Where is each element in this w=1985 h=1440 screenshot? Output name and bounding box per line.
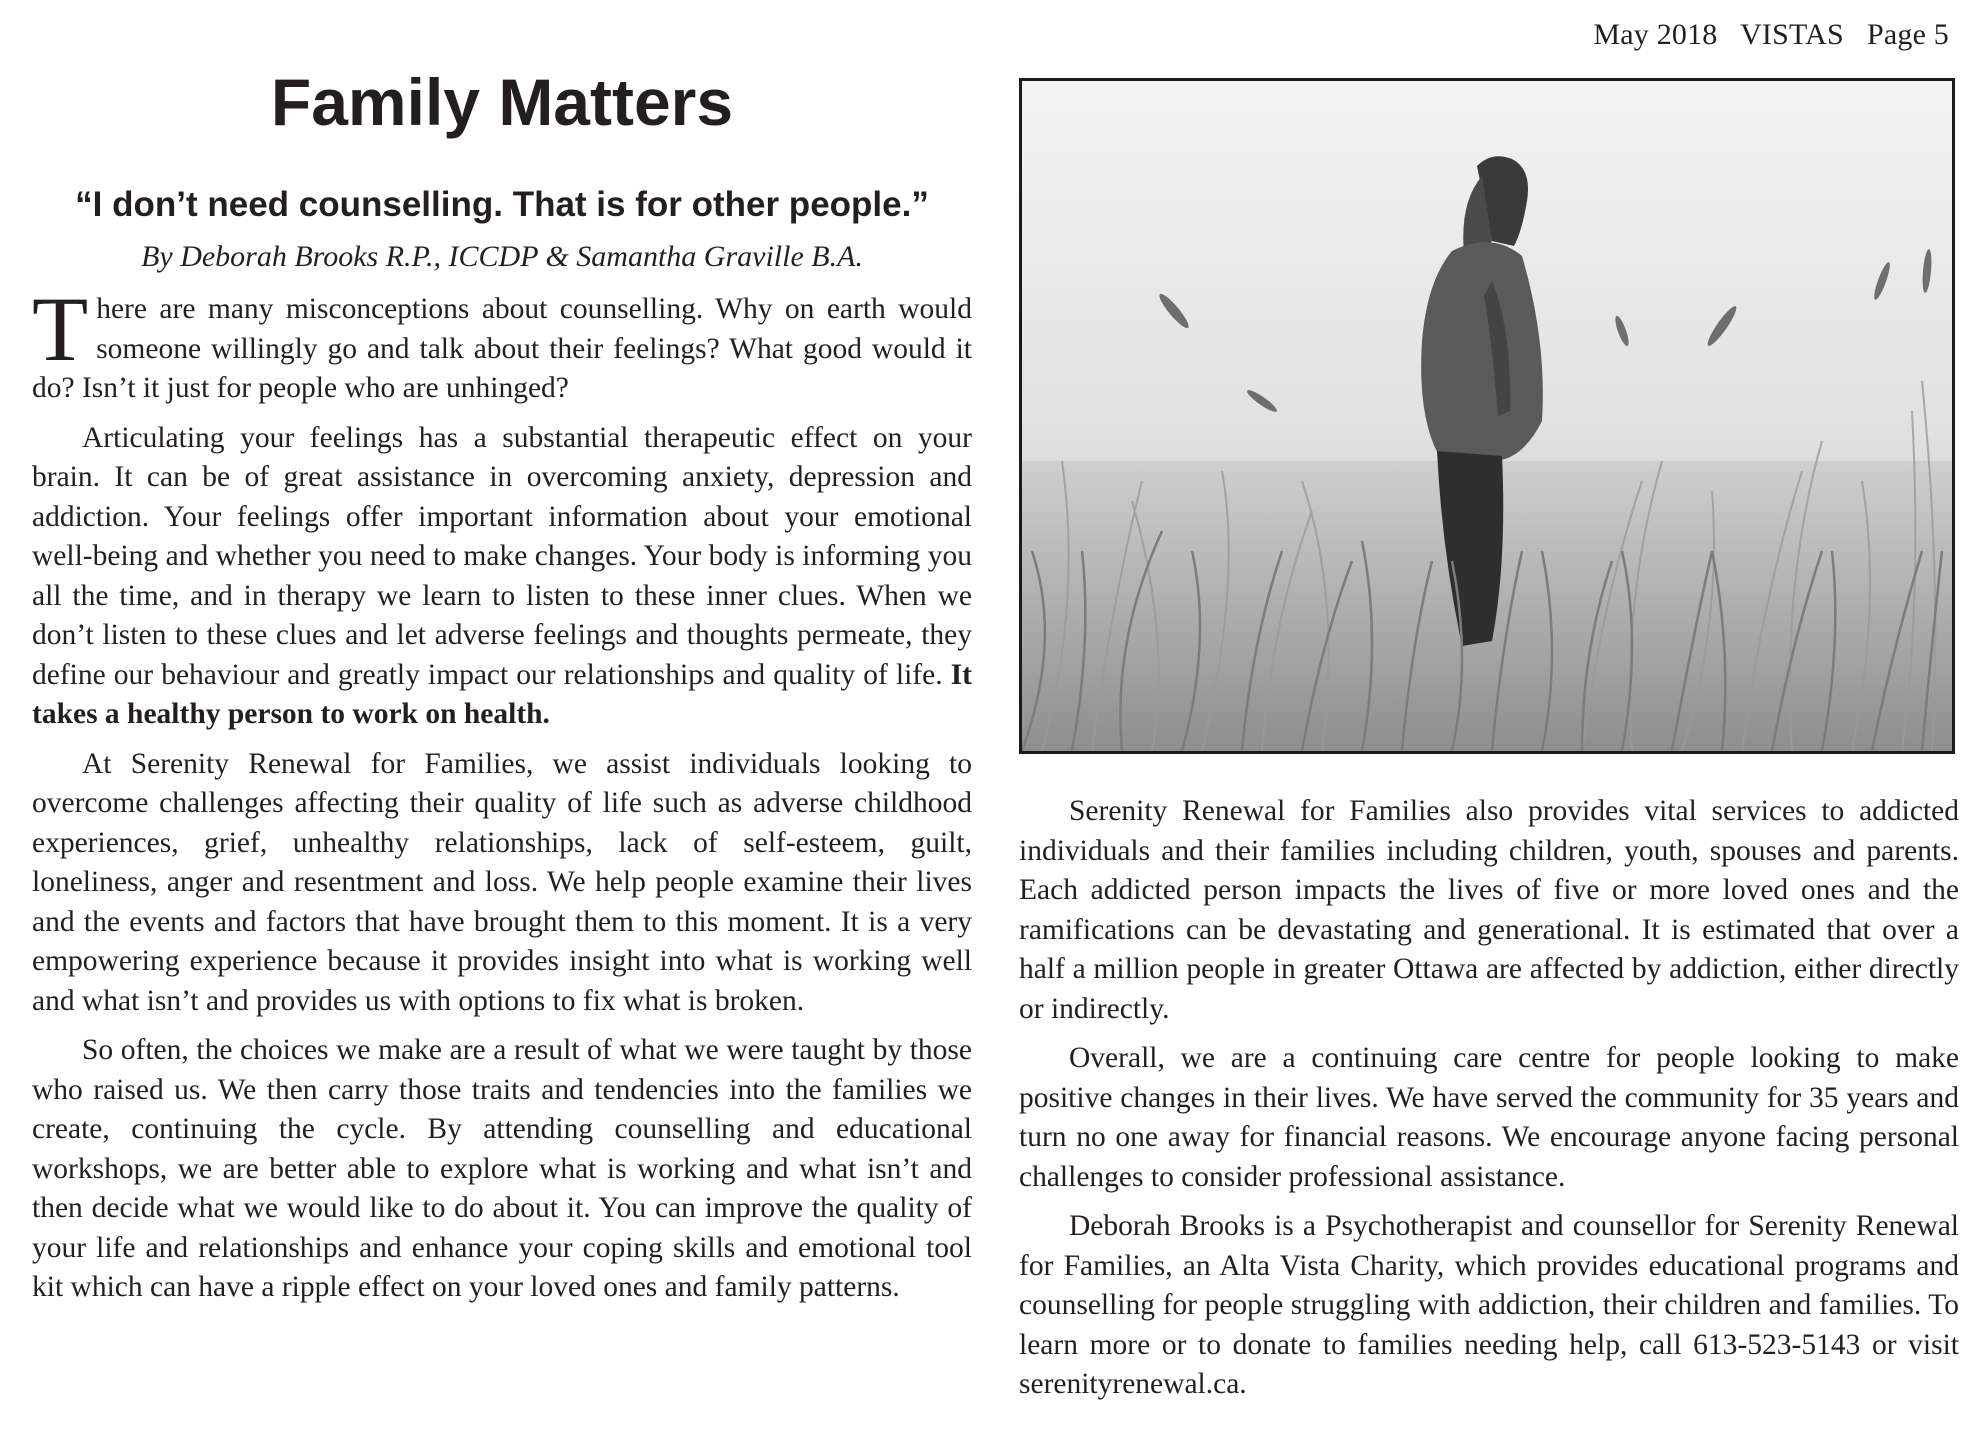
article-title: Family Matters — [270, 65, 734, 139]
paragraph-intro — [32, 278, 972, 409]
paragraph-feelings-emphasis: It takes a healthy person to work on health. — [32, 658, 973, 730]
paragraph-feelings — [32, 419, 972, 735]
right-column — [1019, 792, 1959, 1415]
person-in-grass-illustration — [1022, 81, 1952, 751]
article-byline: By Deborah Brooks R.P., ICCDP & Samantha Graville B.A. — [141, 240, 863, 273]
article-photo — [1019, 78, 1955, 754]
paragraph-feelings-text: Articulating your feelings has a substantial therapeutic effect on your brain. It can be of great assistance in overcoming anxiety, depression and addiction. Your feelings offer important information about your emotional well-being and whether you need to make changes. Your body is informing you all the time, and in therapy we learn to listen to these inner clues. When we don’t listen to these clues and let adverse feelings and thoughts permeate, they define our behaviour and greatly impact our relationships and quality of life. — [32, 421, 972, 691]
paragraph-serenity-assist: At Serenity Renewal for Families, we assist individuals looking to overcome challenges affecting their quality of life such as adverse childhood experiences, grief, unhealthy relationships, lack of self-esteem, guilt, loneliness, anger and resentment and loss. We help people examine their lives and the events and factors that have brought them to this moment. It is a very empowering experience because it provides insight into what is working well and what isn’t and provides us with options to fix what is broken. — [32, 747, 972, 1017]
drop-cap: T — [32, 278, 89, 380]
paragraph-choices: So often, the choices we make are a result of what we were taught by those who raised us. We then carry those traits and tendencies into the families we create, continuing the cycle. By attending counselling and educational workshops, we are better able to explore what is working and what isn’t and then decide what we would like to do about it. You can improve the quality of your life and relationships and enhance your coping skills and emotional tool kit which can have a ripple effect on your loved ones and family patterns. — [32, 1034, 972, 1303]
paragraph-author-bio: Deborah Brooks is a Psychotherapist and counsellor for Serenity Renewal for Families, an Alta Vista Charity, which provides educational programs and counselling for people struggling with addiction, their children and families. To learn more or to donate to families needing help, call 613-523-5143 or visit serenityrenewal.ca. — [1019, 1210, 1959, 1400]
paragraph-services: Serenity Renewal for Families also provides vital services to addicted individuals and their families including children, youth, spouses and parents. Each addicted person impacts the lives of five or more loved ones and the ramifications can be devastating and generational. It is estimated that over a half a million people in greater Ottawa are affected by addiction, either directly or indirectly. — [1019, 795, 1959, 1025]
article-subtitle: “I don’t need counselling. That is for other people.” — [75, 185, 929, 224]
paragraph-intro-text: here are many misconceptions about counselling. Why on earth would someone willingly go and talk about their feelings? What good would it do? Isn’t it just for people who are unhinged? — [32, 293, 972, 404]
page-header: May 2018 VISTAS Page 5 — [1593, 18, 1949, 51]
left-column — [32, 278, 973, 1318]
paragraph-overall: Overall, we are a continuing care centre for people looking to make positive changes in their lives. We have served the community for 35 years and turn no one away for financial reasons. We encourage anyone facing personal challenges to consider professional assistance. — [1019, 1042, 1959, 1193]
